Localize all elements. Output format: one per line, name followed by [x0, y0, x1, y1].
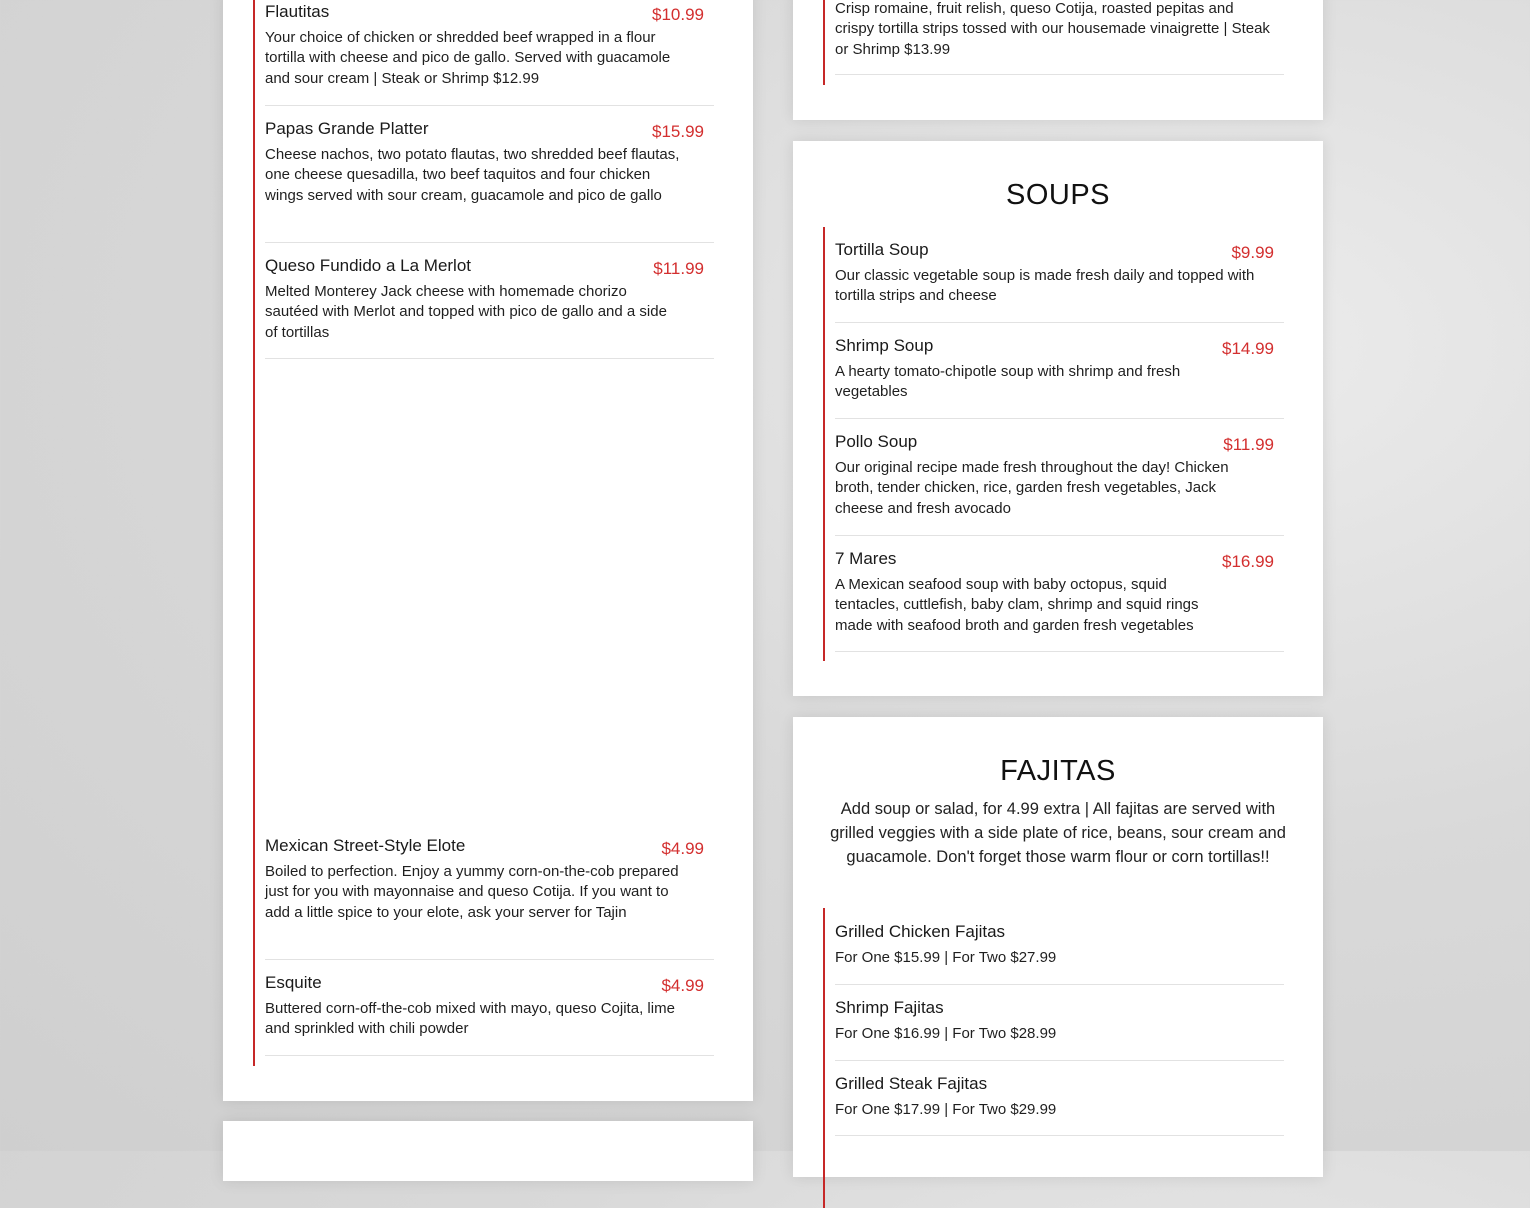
item-name: Grilled Chicken Fajitas — [835, 922, 1006, 941]
item-divider — [835, 322, 1284, 323]
salads-card — [793, 0, 1323, 120]
item-description: Our original recipe made fresh throughout the day! Chicken broth, tender chicken, rice, garden fresh vegetables, Jack cheese and fresh avocado — [835, 459, 1229, 517]
fajitas-card — [793, 717, 1323, 1177]
item-price: $9.99 — [1231, 243, 1274, 262]
item-name: Queso Fundido a La Merlot — [265, 256, 472, 275]
item-divider — [265, 1055, 714, 1056]
appetizers-card — [223, 0, 753, 1101]
item-description: Cheese nachos, two potato flautas, two shredded beef flautas, one cheese quesadilla, two beef taquitos and four chicken wings served with sour cream, guacamole and pico de gallo — [265, 146, 680, 204]
fajitas-list — [823, 908, 1285, 1208]
section-note: Add soup or salad, for 4.99 extra | All fajitas are served with grilled veggies with a side plate of rice, beans, sour cream and guacamole. Don't forget those warm flour or corn tortillas!! — [830, 800, 1286, 866]
item-name: Shrimp Soup — [835, 336, 934, 355]
item-divider — [265, 105, 714, 106]
item-description: Our classic vegetable soup is made fresh daily and topped with tortilla strips and cheese — [835, 267, 1255, 305]
section-title: FAJITAS — [1000, 755, 1116, 787]
item-name: Flautitas — [265, 2, 330, 21]
item-divider — [835, 984, 1284, 985]
soups-list — [823, 227, 1285, 661]
item-description: For One $15.99 | For Two $27.99 — [835, 949, 1057, 966]
item-price: $16.99 — [1222, 552, 1274, 571]
item-name: Pollo Soup — [835, 432, 918, 451]
item-name: Esquite — [265, 973, 322, 992]
item-price: $10.99 — [652, 5, 704, 24]
item-name: 7 Mares — [835, 549, 897, 568]
item-price: $15.99 — [652, 122, 704, 141]
item-price: $4.99 — [661, 976, 704, 995]
item-name: Tortilla Soup — [835, 240, 929, 259]
item-description: Your choice of chicken or shredded beef wrapped in a flour tortilla with cheese and pico de gallo. Served with guacamole and sour cream | Steak or Shrimp $12.99 — [265, 29, 671, 87]
soups-card — [793, 141, 1323, 696]
item-divider — [835, 1135, 1284, 1136]
item-divider — [835, 1060, 1284, 1061]
item-description: For One $16.99 | For Two $28.99 — [835, 1025, 1057, 1042]
item-divider — [835, 74, 1284, 75]
item-description: A hearty tomato-chipotle soup with shrimp and fresh vegetables — [835, 363, 1181, 401]
item-divider — [835, 535, 1284, 536]
item-divider — [835, 651, 1284, 652]
item-description: Melted Monterey Jack cheese with homemade chorizo sautéed with Merlot and topped with pico de gallo and a side of tortillas — [265, 283, 667, 341]
item-divider — [265, 242, 714, 243]
next-section-card — [223, 1121, 753, 1181]
item-divider — [265, 358, 714, 359]
item-name: Shrimp Fajitas — [835, 998, 944, 1017]
appetizers-list-top — [253, 0, 715, 1066]
item-description: Buttered corn-off-the-cob mixed with mayo, queso Cojita, lime and sprinkled with chili powder — [265, 1000, 675, 1038]
section-title: SOUPS — [1005, 179, 1111, 211]
item-description: Boiled to perfection. Enjoy a yummy corn-on-the-cob prepared just for you with mayonnaise and queso Cotija. If you want to add a little spice to your elote, ask your server for Tajin — [265, 863, 679, 921]
item-price: $4.99 — [661, 839, 704, 858]
item-name: Grilled Steak Fajitas — [835, 1074, 988, 1093]
salads-list — [823, 0, 1285, 85]
item-price: $14.99 — [1222, 339, 1274, 358]
item-description: For One $17.99 | For Two $29.99 — [835, 1101, 1057, 1118]
item-description: A Mexican seafood soup with baby octopus, squid tentacles, cuttlefish, baby clam, shrimp and squid rings made with seafood broth and garden fresh vegetables — [835, 576, 1199, 634]
item-divider — [835, 418, 1284, 419]
item-divider — [265, 959, 714, 960]
item-price: $11.99 — [1223, 435, 1274, 454]
item-name: Papas Grande Platter — [265, 119, 429, 138]
item-name: Mexican Street-Style Elote — [265, 836, 466, 855]
item-price: $11.99 — [653, 259, 704, 278]
item-description: Crisp romaine, fruit relish, queso Cotija, roasted pepitas and crispy tortilla strips tossed with our housemade vinaigrette | Steak or Shrimp $13.99 — [835, 0, 1270, 58]
